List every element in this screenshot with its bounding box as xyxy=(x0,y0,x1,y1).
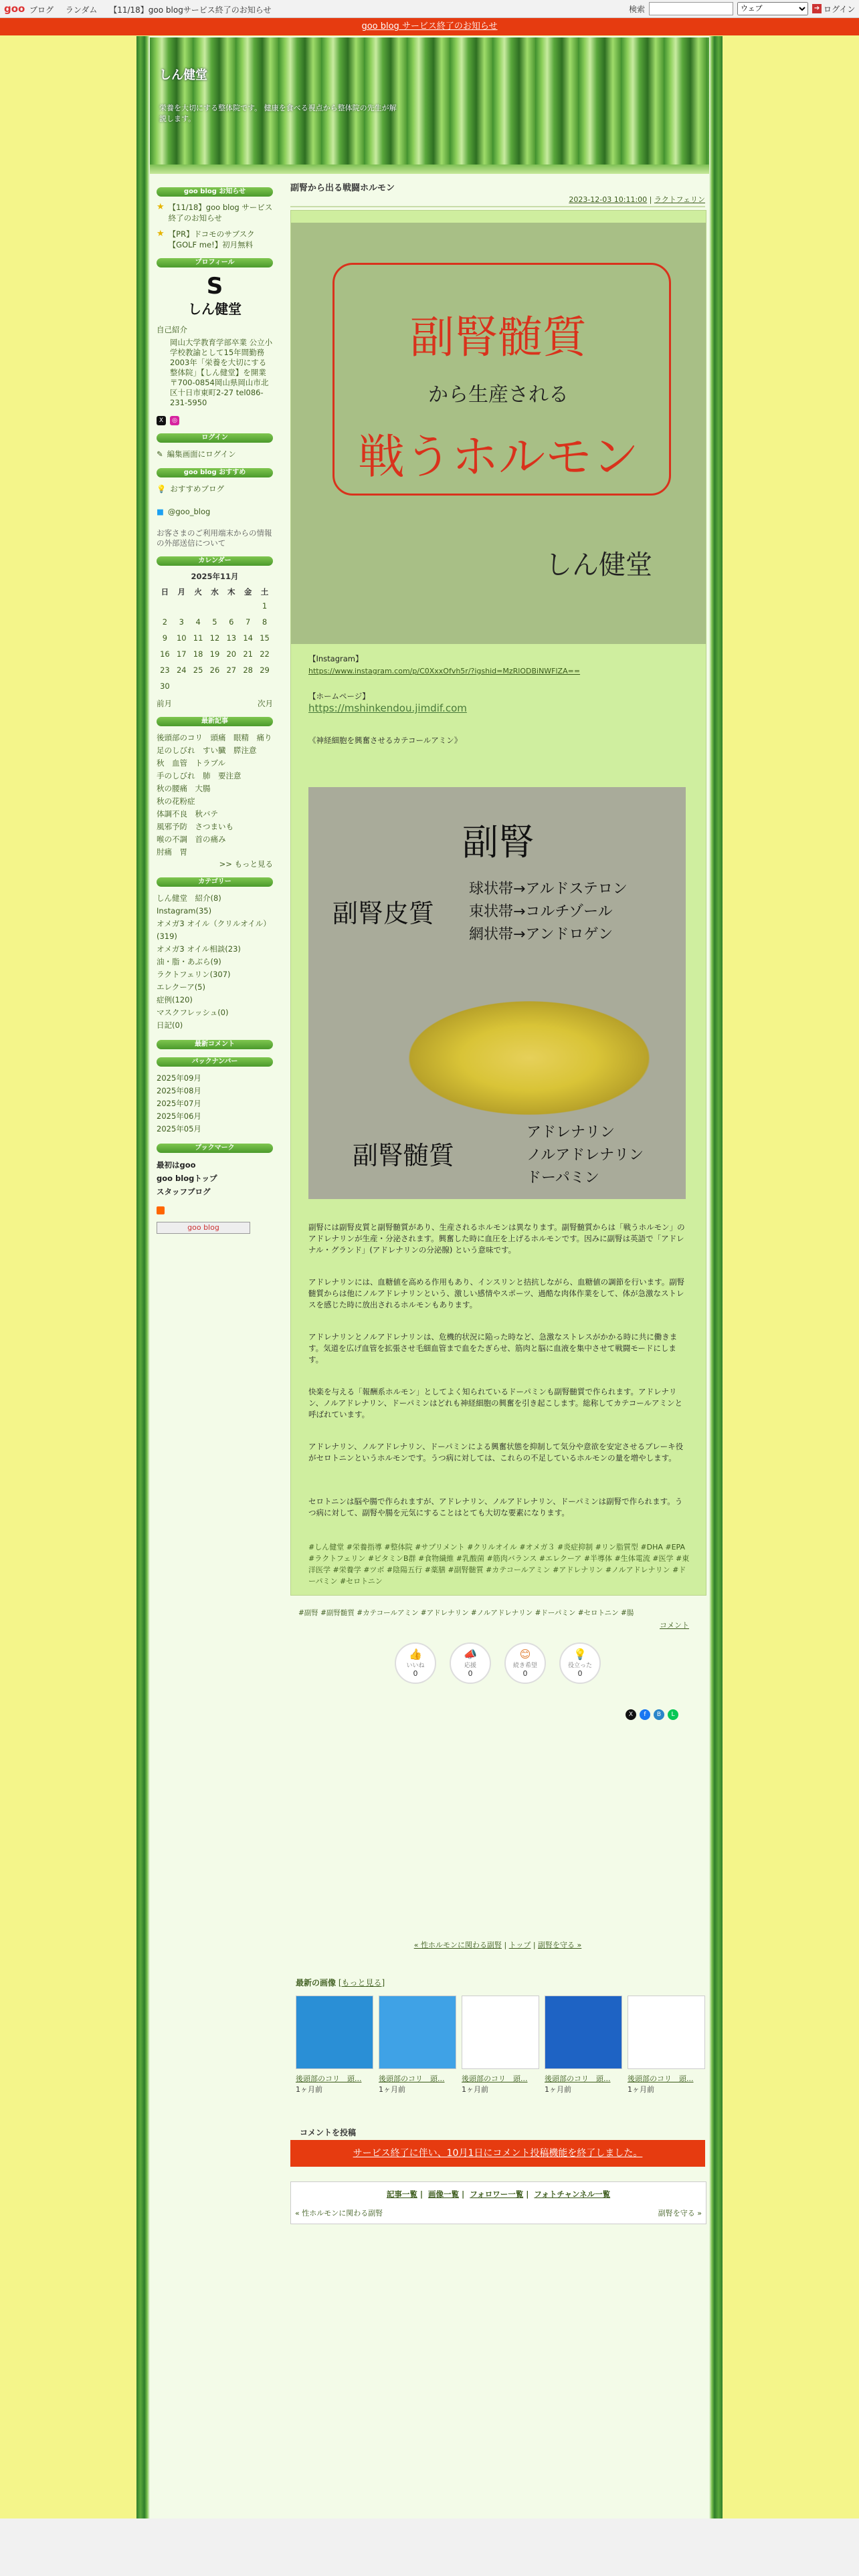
recent-title: 最新記事 xyxy=(157,717,273,726)
calendar-nav xyxy=(157,698,273,709)
footer-prev[interactable]: « 性ホルモンに関わる副腎 xyxy=(295,2209,383,2218)
login-label: ログイン xyxy=(824,4,856,14)
x-icon[interactable]: X xyxy=(157,416,166,425)
calendar-table xyxy=(157,586,273,694)
calendar-day[interactable]: 25 xyxy=(193,665,203,675)
hatena-share-icon[interactable]: B xyxy=(654,1709,664,1720)
recent-article-link[interactable]: 風邪予防 さつまいも xyxy=(157,822,233,831)
hero-line-4: しん健堂 xyxy=(545,550,652,580)
latest-image-age: 1ヶ月前 xyxy=(628,2085,654,2094)
sidebar xyxy=(157,187,273,1234)
instagram-icon[interactable]: ◎ xyxy=(170,416,179,425)
adrenal-diagram xyxy=(308,787,686,1199)
calendar-week xyxy=(157,662,273,678)
latest-image-thumbnail[interactable] xyxy=(296,1996,373,2069)
reaction-count: 0 xyxy=(522,1669,528,1678)
edit-login-link[interactable] xyxy=(157,448,273,460)
recent-article-link[interactable]: 肘痛 胃 xyxy=(157,847,187,857)
latest-image-age: 1ヶ月前 xyxy=(462,2085,488,2094)
logo-name: しん健堂 xyxy=(188,301,242,317)
latest-image-item[interactable] xyxy=(462,1996,538,2095)
footer-nav xyxy=(290,2181,706,2224)
reaction-label: 応援 xyxy=(464,1662,476,1669)
category-link[interactable]: 症例(120) xyxy=(157,995,193,1004)
pencil-icon: ✎ xyxy=(157,449,163,459)
calendar-day[interactable]: 27 xyxy=(226,665,237,675)
news-item[interactable] xyxy=(157,202,273,223)
header-bar xyxy=(150,165,709,174)
latest-image-item[interactable] xyxy=(379,1996,455,2095)
reaction-icon: 😊 xyxy=(519,1648,531,1660)
category-link[interactable]: Instagram(35) xyxy=(157,906,212,916)
calendar-day[interactable]: 11 xyxy=(193,633,203,643)
share-buttons xyxy=(626,1709,678,1720)
star-icon: ★ xyxy=(157,202,165,212)
calendar-week xyxy=(157,678,273,694)
calendar-day[interactable]: 12 xyxy=(209,633,220,643)
category-link[interactable]: しん健堂 紹介(8) xyxy=(157,893,221,903)
recent-article-link[interactable]: 秋 血管 トラブル xyxy=(157,758,226,768)
goo-logo[interactable]: goo xyxy=(4,3,25,15)
recent-article-link[interactable]: 秋の花粉症 xyxy=(157,796,195,806)
bulb-icon: 💡 xyxy=(157,484,167,494)
comment-closed-banner xyxy=(290,2140,705,2167)
title-divider xyxy=(290,206,705,207)
calendar-day[interactable]: 16 xyxy=(160,649,170,659)
calendar-weekday: 日 xyxy=(161,587,169,597)
calendar-day xyxy=(223,598,240,614)
latest-image-age: 1ヶ月前 xyxy=(296,2085,322,2094)
calendar-day[interactable]: 3 xyxy=(179,617,184,627)
recent-article-link[interactable]: 足のしびれ すい臓 膵注意 xyxy=(157,746,257,755)
profile-title: プロフィール xyxy=(157,258,273,267)
reaction-count: 0 xyxy=(413,1669,418,1678)
sns-icons xyxy=(157,416,273,425)
calendar-day xyxy=(173,678,190,694)
latest-images-header: 最新の画像 [もっと見る] xyxy=(296,1978,385,1988)
news-item-label: 【11/18】goo blog サービス終了のお知らせ xyxy=(168,203,273,223)
latest-images-title: 最新の画像 xyxy=(296,1978,337,1988)
calendar-day[interactable]: 23 xyxy=(160,665,170,675)
article-tags[interactable]: #副腎 #副腎髄質 #カテコールアミン #アドレナリン #ノルアドレナリン #ドーパミン #セロトニン #腸 xyxy=(298,1609,634,1617)
calendar-day xyxy=(190,678,207,694)
latest-image-age: 1ヶ月前 xyxy=(379,2085,405,2094)
calendar-weekday: 火 xyxy=(194,587,202,597)
x-share-icon[interactable]: X xyxy=(626,1709,636,1720)
calendar-day[interactable]: 14 xyxy=(243,633,253,643)
x-account-label: @goo_blog xyxy=(167,507,211,516)
latest-image-thumbnail[interactable] xyxy=(545,1996,622,2069)
reaction-icon: 📣 xyxy=(464,1648,477,1660)
calendar-day xyxy=(223,678,240,694)
backnumber-title: バックナンバー xyxy=(157,1057,273,1067)
backnumber-link[interactable]: 2025年05月 xyxy=(157,1124,201,1134)
calendar-week xyxy=(157,646,273,662)
search-scope-select[interactable] xyxy=(737,2,808,15)
medulla-item: アドレナリン xyxy=(527,1124,615,1141)
post-comment-title: コメントを投稿 xyxy=(300,2128,357,2137)
calendar-weekday: 水 xyxy=(211,587,219,597)
category-list xyxy=(157,892,273,1032)
bookmark-link[interactable]: goo blogトップ xyxy=(157,1174,217,1183)
recent-article-link[interactable]: 後頭部のコリ 頭痛 眼精 痛り xyxy=(157,733,272,742)
medulla-item: ノルアドレナリン xyxy=(527,1147,644,1164)
latest-image-caption[interactable]: 後頭部のコリ 頭... xyxy=(628,2074,694,2083)
reaction-button[interactable] xyxy=(395,1642,436,1684)
calendar-day[interactable]: 17 xyxy=(176,649,187,659)
calendar-day[interactable]: 6 xyxy=(229,617,234,627)
hero-line-1: 副腎髄質 xyxy=(410,312,587,363)
recommend-title: goo blog おすすめ xyxy=(157,468,273,477)
service-end-link[interactable]: goo blog サービス終了のお知らせ xyxy=(361,21,498,31)
category-link[interactable]: マスクフレッシュ(0) xyxy=(157,1008,229,1017)
service-end-banner xyxy=(0,18,859,35)
news-title: goo blog お知らせ xyxy=(157,187,273,197)
calendar-day[interactable]: 15 xyxy=(260,633,270,643)
topbar-link-blog[interactable]: ブログ xyxy=(29,5,54,15)
reaction-button[interactable] xyxy=(450,1642,491,1684)
goo-blog-logo[interactable]: goo blog xyxy=(157,1222,250,1234)
homepage-label: 【ホームページ】 xyxy=(308,691,370,701)
category-link[interactable]: オメガ3 オイル（クリルオイル）(319) xyxy=(157,919,271,941)
category-link[interactable]: オメガ3 オイル相談(23) xyxy=(157,944,241,954)
paragraph: 副腎には副腎皮質と副腎髄質があり、生産されるホルモンは異なります。副腎髄質からは「戦うホルモン」のアドレナリンが生産・分泌されます。興奮した時に血圧を上げるホルモンです。因みに副腎は英語で「アドレナル・グランド」(アドレナリンの分泌腺) という意味です。 xyxy=(308,1222,685,1255)
blog-header xyxy=(150,37,709,165)
calendar-day[interactable]: 8 xyxy=(262,617,268,627)
calendar-day[interactable]: 30 xyxy=(160,681,170,691)
calendar-day[interactable]: 2 xyxy=(162,617,168,627)
pager-next[interactable]: 副腎を守る » xyxy=(538,1941,582,1949)
footer-link-images[interactable]: 画像一覧 xyxy=(428,2189,460,2199)
reaction-count: 0 xyxy=(468,1669,473,1678)
calendar-weekday: 土 xyxy=(260,587,269,597)
calendar-day xyxy=(240,598,256,614)
calendar-day[interactable]: 18 xyxy=(193,649,203,659)
latest-image-caption[interactable]: 後頭部のコリ 頭... xyxy=(462,2074,528,2083)
backnumber-list xyxy=(157,1072,273,1136)
hashtags[interactable]: #しん健堂 #栄養指導 #整体院 #サプリメント #クリルオイル #オメガ３ #炎症抑制 #リン脂質型 #DHA #EPA #ラクトフェリン #ビタミンB群 #食物繊維 #乳酸菌 #筋肉バランス #エレクーア #半導体 #生体電流 #医学 #東洋医学 #栄養学 #ツボ #陰陽五行 #薬膳 #副腎髄質 #カテコールアミン #アドレナリン #ノルアドレナリン #ドーパミン #セロトニン xyxy=(308,1543,690,1586)
calendar-day[interactable]: 21 xyxy=(243,649,253,659)
calendar-day[interactable]: 24 xyxy=(176,665,187,675)
calendar-day[interactable]: 10 xyxy=(176,633,187,643)
latest-image-caption[interactable]: 後頭部のコリ 頭... xyxy=(296,2074,362,2083)
bookmark-title: ブックマーク xyxy=(157,1144,273,1153)
calendar-day xyxy=(207,678,223,694)
adrenal-gland-illustration xyxy=(409,1001,650,1115)
category-link[interactable]: ラクトフェリン(307) xyxy=(157,970,231,979)
backnumber-link[interactable]: 2025年08月 xyxy=(157,1086,201,1095)
profile-logo xyxy=(157,274,273,318)
reaction-count: 0 xyxy=(577,1669,583,1678)
calendar-day xyxy=(190,598,207,614)
intro-text: 岡山大学教育学部卒業 公立小学校教諭として15年間勤務2003年「栄養を大切にする整体院」【しん健堂】を開業 〒700-0854岡山県岡山市北区十日市東町2-27 tel086-231-5950 xyxy=(170,338,273,407)
facebook-share-icon[interactable]: f xyxy=(640,1709,650,1720)
paragraph: セロトニンは脳や腸で作られますが、アドレナリン、ノルアドレナリン、ドーパミンは副腎で作られます。うつ病に対して、副腎や腸を元気にすることはとても大切な要素になります。 xyxy=(308,1497,683,1517)
reaction-icon: 💡 xyxy=(573,1648,587,1660)
recent-article-link[interactable]: 喉の不調 首の痛み xyxy=(157,835,226,844)
rss-icon[interactable] xyxy=(157,1206,165,1214)
recent-article-link[interactable]: 秋の腰痛 大腸 xyxy=(157,784,211,793)
calendar-day xyxy=(157,598,173,614)
calendar-day[interactable]: 19 xyxy=(209,649,220,659)
calendar-week xyxy=(157,614,273,630)
article-body xyxy=(290,210,706,1596)
latest-image-thumbnail[interactable] xyxy=(379,1996,456,2069)
latest-image-age: 1ヶ月前 xyxy=(545,2085,571,2094)
category-link[interactable]: 油・脂・あぶら(9) xyxy=(157,957,221,966)
news-item-label: 【PR】ドコモのサブスク【GOLF me!】初月無料 xyxy=(168,229,255,249)
calendar-day xyxy=(173,598,190,614)
calendar-next[interactable]: 次月 xyxy=(258,699,273,708)
comment-link[interactable]: コメント xyxy=(660,1621,689,1630)
backnumber-link[interactable]: 2025年06月 xyxy=(157,1111,201,1121)
diagram-cortex: 副腎皮質 xyxy=(332,899,435,928)
diagram-title: 副腎 xyxy=(462,821,535,863)
cortex-item: 束状帯→コルチゾール xyxy=(469,903,613,920)
hero-line-2: から生産される xyxy=(428,383,569,407)
recent-more-link[interactable]: >> もっと見る xyxy=(219,859,273,869)
paragraph: アドレナリンには、血糖値を高める作用もあり、インスリンと拮抗しながら、血糖値の調節を行います。副腎髄質からは他にノルアドレナリンという、激しい感情やスポーツ、過酷な肉体作業をして、体が急激なストレスを感じた時に放出されるホルモンもあります。 xyxy=(308,1277,685,1309)
calendar-weekday: 月 xyxy=(177,587,186,597)
login-link[interactable] xyxy=(812,3,855,15)
instagram-url[interactable]: https://www.instagram.com/p/C0XxxOfvh5r/?igshid=MzRlODBiNWFlZA== xyxy=(308,667,581,675)
goo-topbar xyxy=(0,0,859,18)
logo-mark: S xyxy=(206,273,223,300)
calendar-day[interactable]: 29 xyxy=(260,665,270,675)
calendar-prev[interactable]: 前月 xyxy=(157,699,172,708)
calendar-day[interactable]: 26 xyxy=(209,665,220,675)
recent-article-link[interactable]: 手のしびれ 肺 要注意 xyxy=(157,771,242,780)
recommend-label: おすすめブログ xyxy=(170,484,224,494)
article-pager: « 性ホルモンに関わる副腎 | トップ | 副腎を守る » xyxy=(413,1941,582,1949)
blog-description: 栄養を大切にする整体院です。 健康を食べる視点から整体院の先生が解説します。 xyxy=(159,104,397,123)
bookmark-link[interactable]: スタッフブログ xyxy=(157,1187,211,1196)
reaction-button[interactable] xyxy=(504,1642,546,1684)
article-category[interactable]: ラクトフェリン xyxy=(654,195,705,204)
reaction-icon: 👍 xyxy=(409,1648,422,1660)
recommend-link[interactable] xyxy=(157,483,273,495)
intro-label: 自己紹介 xyxy=(157,325,187,334)
comment-closed-link[interactable]: サービス終了に伴い、10月1日にコメント投稿機能を終了しました。 xyxy=(353,2148,643,2159)
latest-images xyxy=(296,1996,704,2095)
latest-more-link[interactable]: もっと見る xyxy=(341,1978,382,1988)
calendar-day[interactable]: 9 xyxy=(162,633,168,643)
blog-title[interactable]: しん健堂 xyxy=(159,68,207,82)
bookmark-list xyxy=(157,1158,273,1198)
cortex-item: 球状帯→アルドステロン xyxy=(469,881,628,897)
reaction-button[interactable] xyxy=(559,1642,601,1684)
latest-image-caption[interactable]: 後頭部のコリ 頭... xyxy=(545,2074,611,2083)
paragraph: アドレナリン、ノルアドレナリン、ドーパミンによる興奮状態を抑制して気分や意欲を安定させるブレーキ役がセロトニンというホルモンです。うつ病に対しては、これらの不足しているホルモンの量を増やします。 xyxy=(308,1442,684,1463)
paragraph: アドレナリンとノルアドレナリンは、危機的状況に陥った時など、急激なストレスがかかる時に共に働きます。気道を広げ血管を拡張させ毛細血管まで血をたぎらせ、筋肉と脳に血液を集中させて戦闘モードにします。 xyxy=(308,1332,678,1364)
footer-link-photochannel[interactable]: フォトチャンネル一覧 xyxy=(534,2189,611,2199)
recent-article-link[interactable]: 体調不良 秋バテ xyxy=(157,809,218,819)
calendar-day xyxy=(256,678,273,694)
x-bird-icon: ■ xyxy=(157,507,164,516)
backnumber-link[interactable]: 2025年07月 xyxy=(157,1099,201,1108)
footer-next[interactable]: 副腎を守る » xyxy=(658,2209,702,2218)
calendar-week xyxy=(157,630,273,646)
homepage-url[interactable]: https://mshinkendou.jimdif.com xyxy=(308,702,467,714)
edit-login-label: 編集画面にログイン xyxy=(167,449,236,459)
cortex-item: 網状帯→アンドロゲン xyxy=(469,926,613,943)
latest-image-item[interactable] xyxy=(628,1996,704,2095)
reaction-buttons xyxy=(395,1642,601,1684)
hero-line-3: 戦うホルモン xyxy=(358,429,639,484)
calendar-month: 2025年11月 xyxy=(191,572,239,581)
reaction-label: 役立った xyxy=(567,1662,592,1669)
topbar-search xyxy=(629,2,855,15)
latest-image-caption[interactable]: 後頭部のコリ 頭... xyxy=(379,2074,445,2083)
article-meta: 2023-12-03 10:11:00 | ラクトフェリン xyxy=(569,195,705,204)
diagram-medulla: 副腎髄質 xyxy=(353,1141,455,1170)
calendar-week xyxy=(157,598,273,614)
latest-image-item[interactable] xyxy=(296,1996,372,2095)
main-content xyxy=(290,178,705,2218)
calendar-day[interactable]: 7 xyxy=(245,617,251,627)
calendar-day[interactable]: 13 xyxy=(226,633,237,643)
calendar-weekday: 金 xyxy=(244,587,252,597)
topbar-links xyxy=(29,4,280,15)
star-icon: ★ xyxy=(157,229,165,239)
calendar-day[interactable]: 28 xyxy=(243,665,253,675)
backnumber-link[interactable]: 2025年09月 xyxy=(157,1073,201,1083)
instagram-label: 【Instagram】 xyxy=(308,654,363,663)
calendar-day xyxy=(240,678,256,694)
pager-prev[interactable]: « 性ホルモンに関わる副腎 xyxy=(413,1941,502,1949)
topbar-link-notice[interactable]: 【11/18】goo blogサービス終了のお知らせ xyxy=(109,5,272,15)
medulla-item: ドーパミン xyxy=(527,1170,599,1186)
topbar-link-random[interactable]: ランダム xyxy=(65,5,98,15)
calendar-day[interactable]: 22 xyxy=(260,649,270,659)
diagram-cortex-items xyxy=(469,878,628,946)
diagram-medulla-items xyxy=(527,1121,644,1190)
footer-links: 記事一覧 | 画像一覧 | フォロワー一覧 | フォトチャンネル一覧 xyxy=(386,2189,611,2199)
category-link[interactable]: エレクーア(5) xyxy=(157,982,205,992)
external-send-notice[interactable]: お客さまのご利用端末からの情報の外部送信について xyxy=(157,528,272,548)
news-item[interactable] xyxy=(157,229,273,250)
reaction-label: 続き希望 xyxy=(512,1662,537,1669)
latest-image-thumbnail[interactable] xyxy=(628,1996,705,2069)
comments-title: 最新コメント xyxy=(157,1040,273,1049)
calendar-title: カレンダー xyxy=(157,556,273,566)
calendar-day xyxy=(207,598,223,614)
category-title: カテゴリー xyxy=(157,877,273,887)
reaction-label: いいね xyxy=(406,1662,425,1669)
calendar-day[interactable]: 5 xyxy=(212,617,217,627)
article-subtitle: 《神経細胞を興奮させるカテコールアミン》 xyxy=(308,736,462,745)
article-title[interactable]: 副腎から出る戦闘ホルモン xyxy=(290,183,395,193)
search-input[interactable] xyxy=(649,2,733,15)
category-link[interactable]: 日記(0) xyxy=(157,1021,183,1030)
pager-top[interactable]: トップ xyxy=(508,1941,531,1949)
calendar-weekday: 木 xyxy=(227,587,235,597)
calendar-day[interactable]: 4 xyxy=(195,617,201,627)
footer-link-followers[interactable]: フォロワー一覧 xyxy=(470,2189,524,2199)
hero-image xyxy=(291,223,706,644)
latest-image-item[interactable] xyxy=(545,1996,621,2095)
latest-image-thumbnail[interactable] xyxy=(462,1996,539,2069)
paragraph: 快楽を与える「報酬系ホルモン」としてよく知られているドーパミンも副腎髄質で作られます。アドレナリン、ノルアドレナリン、ドーパミンはどれも神経細胞の興奮を引き起こします。総称してカテコールアミンと呼ばれています。 xyxy=(308,1387,683,1419)
footer-link-articles[interactable]: 記事一覧 xyxy=(386,2189,417,2199)
login-box-title: ログイン xyxy=(157,433,273,443)
calendar-day[interactable]: 20 xyxy=(226,649,237,659)
calendar-day[interactable]: 1 xyxy=(262,601,268,611)
login-arrow-icon: ➔ xyxy=(812,4,822,13)
page-bottom xyxy=(0,2518,859,2576)
search-label: 検索 xyxy=(629,4,646,14)
line-share-icon[interactable]: L xyxy=(668,1709,678,1720)
article-date[interactable]: 2023-12-03 10:11:00 xyxy=(569,195,648,204)
bookmark-link[interactable]: 最初はgoo xyxy=(157,1160,196,1170)
x-account-link[interactable] xyxy=(157,506,273,518)
recent-list xyxy=(157,732,273,859)
